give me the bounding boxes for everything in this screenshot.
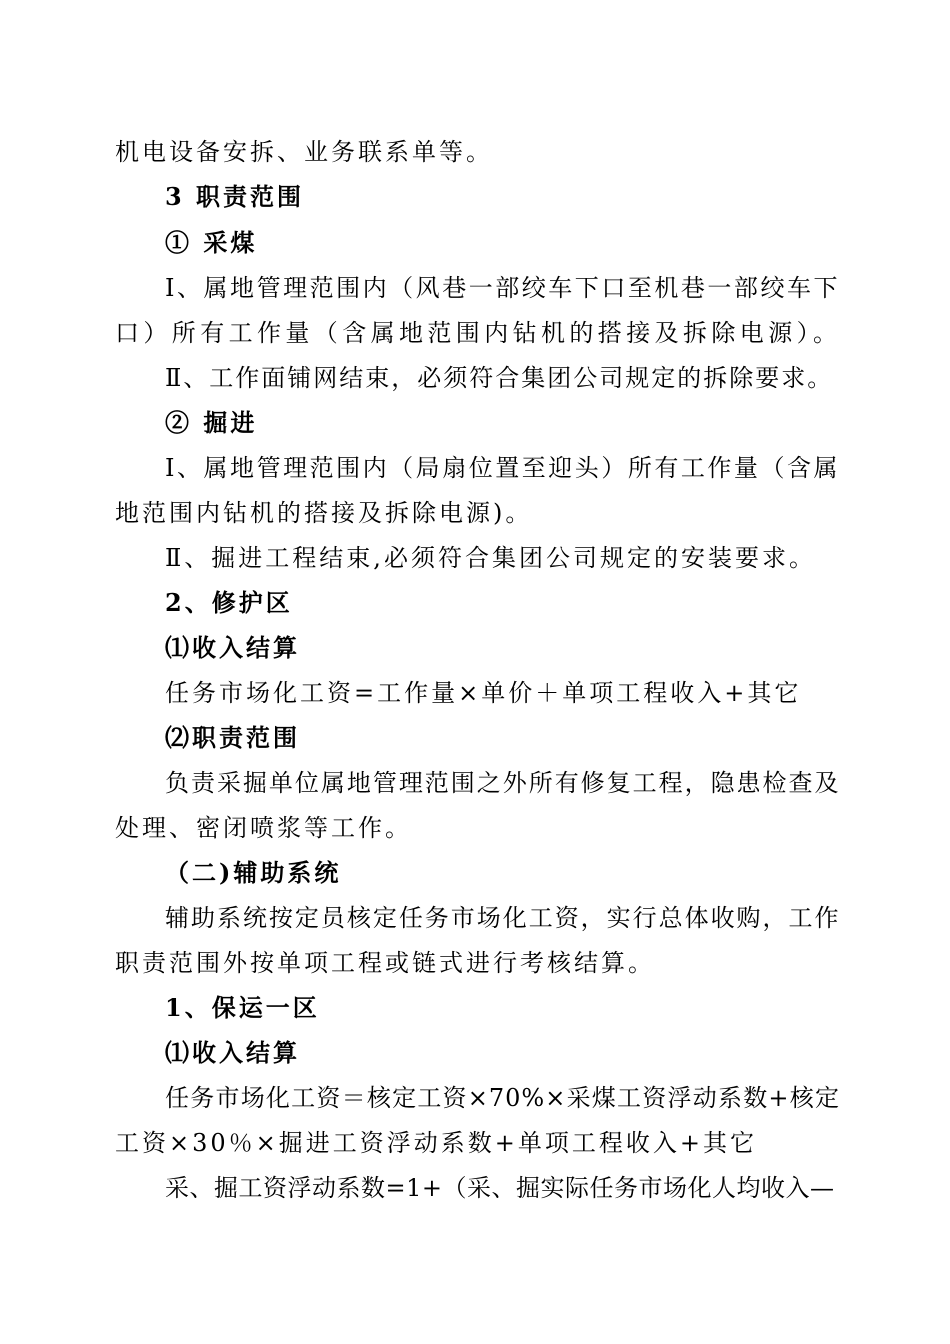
subsection-heading: ① 采煤: [165, 228, 258, 257]
section-heading: （二)辅助系统: [165, 858, 342, 887]
subsection-heading: ⑴收入结算: [165, 1038, 300, 1067]
paragraph-line: Ⅰ、属地管理范围内（局扇位置至迎头）所有工作量（含属: [165, 454, 840, 482]
paragraph-line: Ⅰ、属地管理范围内（风巷一部绞车下口至机巷一部绞车下: [165, 274, 840, 302]
formula-line: 任务市场化工资＝核定工资×70%×采煤工资浮动系数+核定: [165, 1084, 840, 1112]
section-heading: 1、保运一区: [165, 993, 320, 1022]
section-heading: 2、修护区: [165, 588, 293, 617]
paragraph-line: Ⅱ、掘进工程结束,必须符合集团公司规定的安装要求。: [165, 544, 816, 572]
subsection-heading: ⑵职责范围: [165, 723, 300, 752]
paragraph-line: 地范围内钻机的搭接及拆除电源)。: [115, 499, 533, 527]
paragraph-line: 口）所有工作量（含属地范围内钻机的搭接及拆除电源）。: [115, 319, 840, 347]
paragraph-line: 辅助系统按定员核定任务市场化工资，实行总体收购，工作: [165, 904, 840, 932]
formula-line: 工资×30％×掘进工资浮动系数+单项工程收入+其它: [115, 1129, 757, 1157]
subsection-heading: ⑴收入结算: [165, 633, 300, 662]
paragraph-line: Ⅱ、工作面铺网结束，必须符合集团公司规定的拆除要求。: [165, 364, 834, 392]
paragraph-line: 机电设备安拆、业务联系单等。: [115, 138, 493, 166]
subsection-heading: ② 掘进: [165, 408, 258, 437]
paragraph-line: 处理、密闭喷浆等工作。: [115, 814, 412, 842]
section-heading: 3 职责范围: [165, 182, 305, 211]
paragraph-line: 负责采掘单位属地管理范围之外所有修复工程，隐患检查及: [165, 769, 840, 797]
formula-line: 采、掘工资浮动系数=1+（采、掘实际任务市场化人均收入—: [165, 1174, 835, 1202]
formula-line: 任务市场化工资=工作量×单价＋单项工程收入+其它: [165, 679, 802, 707]
paragraph-line: 职责范围外按单项工程或链式进行考核结算。: [115, 949, 655, 977]
